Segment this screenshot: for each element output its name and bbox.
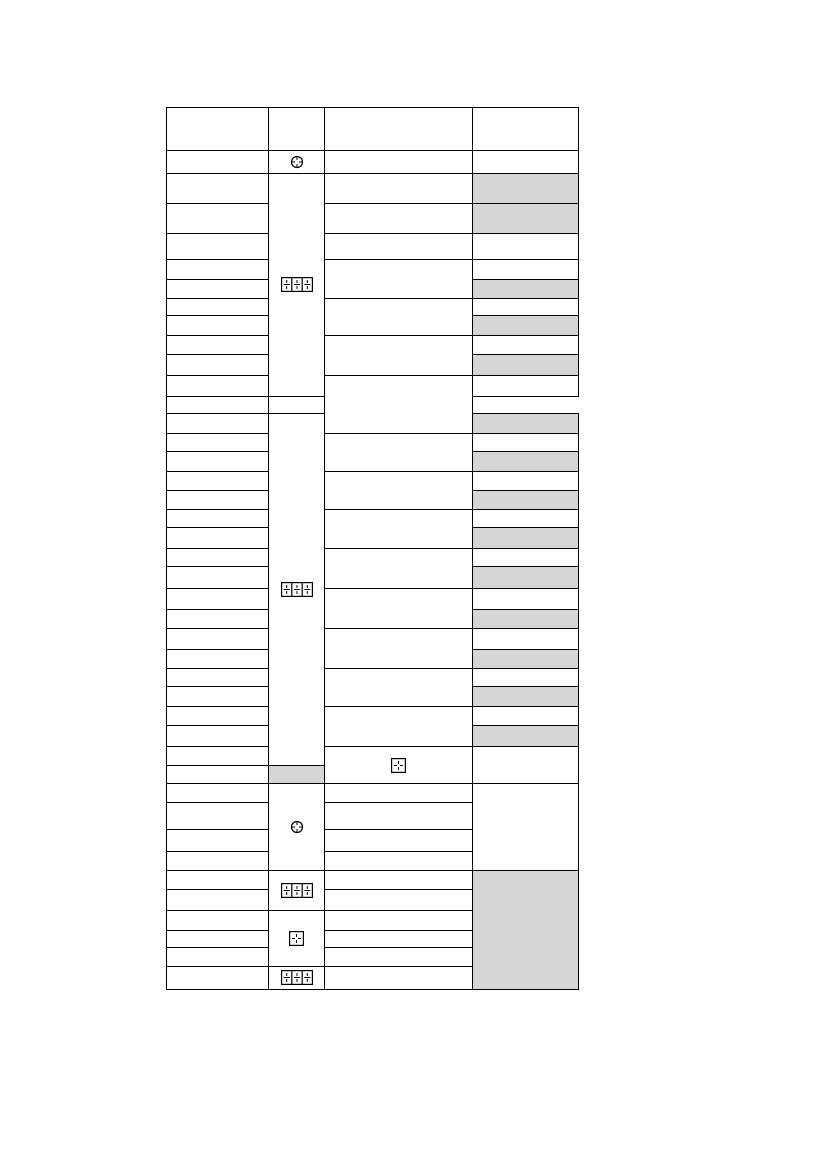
- table-row: [167, 151, 579, 174]
- header-cell: [325, 108, 473, 151]
- table-cell: [473, 566, 579, 588]
- table-cell: [325, 471, 473, 509]
- table-cell: [325, 803, 473, 830]
- table-cell: [325, 433, 473, 471]
- table-cell: [167, 566, 269, 588]
- table-cell: [473, 509, 579, 527]
- table-cell: [325, 375, 473, 433]
- table-cell: [325, 548, 473, 588]
- table-cell: [167, 299, 269, 316]
- circle-crosshair-icon: [290, 820, 304, 834]
- table-cell: [473, 628, 579, 649]
- symbol-cell: [269, 174, 325, 396]
- table-cell: [167, 830, 269, 852]
- table-row: [167, 336, 579, 355]
- table-cell: [167, 784, 269, 803]
- triple-square-crosshair-icon: [281, 582, 313, 597]
- circle-crosshair-icon: [290, 155, 304, 169]
- table-row: [167, 375, 579, 396]
- symbol-cell: [269, 151, 325, 174]
- table-cell: [325, 260, 473, 299]
- symbol-cell: [269, 911, 325, 966]
- header-cell: [473, 108, 579, 151]
- table-cell: [473, 174, 579, 204]
- table-row: [167, 433, 579, 451]
- square-crosshair-icon: [289, 931, 304, 946]
- table-cell: [167, 433, 269, 451]
- table-cell: [167, 947, 269, 966]
- header-cell: [167, 108, 269, 151]
- table-cell: [473, 299, 579, 316]
- header-cell: [269, 108, 325, 151]
- triple-square-crosshair-icon: [281, 970, 313, 985]
- table-row: [167, 548, 579, 566]
- table-cell: [167, 413, 269, 433]
- table-cell: [473, 871, 579, 990]
- table-cell: [473, 687, 579, 707]
- table-cell: [325, 509, 473, 548]
- table-cell: [167, 471, 269, 490]
- table-cell: [167, 871, 269, 890]
- symbol-cell: [269, 871, 325, 911]
- table-cell: [325, 947, 473, 966]
- table-cell: [325, 830, 473, 852]
- table-cell: [325, 871, 473, 890]
- table-cell: [167, 747, 269, 766]
- table-cell: [167, 803, 269, 830]
- table-cell: [167, 355, 269, 375]
- table-cell: [167, 260, 269, 280]
- table-cell: [269, 396, 325, 413]
- table-cell: [167, 766, 269, 784]
- table-cell: [473, 707, 579, 726]
- table-row: [167, 299, 579, 316]
- table-cell: [167, 726, 269, 747]
- square-crosshair-icon: [391, 758, 406, 773]
- table-cell: [473, 527, 579, 548]
- table-cell: [167, 687, 269, 707]
- table-row: [167, 234, 579, 260]
- table-row: [167, 588, 579, 609]
- table-cell: [167, 280, 269, 299]
- table-cell: [473, 784, 579, 871]
- table-header-row: [167, 108, 579, 151]
- table-cell: [473, 433, 579, 451]
- table-cell: [167, 609, 269, 628]
- table-cell: [325, 588, 473, 628]
- symbol-cell: [325, 747, 473, 784]
- table-row: [167, 707, 579, 726]
- table-cell: [167, 890, 269, 911]
- table-cell: [167, 669, 269, 687]
- table-cell: [167, 650, 269, 669]
- table-cell: [167, 204, 269, 234]
- table-cell: [325, 669, 473, 707]
- table-cell: [473, 355, 579, 375]
- table-cell: [325, 299, 473, 336]
- table-cell: [269, 766, 325, 784]
- table-cell: [473, 490, 579, 509]
- table-row: [167, 628, 579, 649]
- table-row: [167, 669, 579, 687]
- symbol-cell: [269, 966, 325, 989]
- table-cell: [473, 747, 579, 784]
- triple-square-crosshair-icon: [281, 883, 313, 898]
- table-row: [167, 174, 579, 204]
- table-cell: [325, 930, 473, 947]
- table-cell: [473, 151, 579, 174]
- table-cell: [167, 548, 269, 566]
- table-cell: [473, 280, 579, 299]
- table-cell: [473, 451, 579, 471]
- table-cell: [167, 451, 269, 471]
- table-cell: [325, 151, 473, 174]
- table-cell: [473, 726, 579, 747]
- symbol-cell: [269, 784, 325, 871]
- table-cell: [473, 375, 579, 396]
- table-cell: [473, 204, 579, 234]
- table-cell: [473, 316, 579, 336]
- table-cell: [167, 527, 269, 548]
- table-cell: [167, 174, 269, 204]
- symbol-cell: [269, 413, 325, 766]
- table-cell: [167, 234, 269, 260]
- table-cell: [167, 336, 269, 355]
- table-row: [167, 509, 579, 527]
- table-cell: [325, 784, 473, 803]
- table-cell: [325, 174, 473, 204]
- table-cell: [167, 396, 269, 413]
- table-cell: [167, 966, 269, 989]
- table-cell: [325, 628, 473, 668]
- table-row: [167, 871, 579, 890]
- table-cell: [325, 911, 473, 930]
- table-row: [167, 471, 579, 490]
- table-cell: [473, 669, 579, 687]
- table-cell: [167, 509, 269, 527]
- table-cell: [167, 930, 269, 947]
- table-cell: [473, 650, 579, 669]
- table-cell: [473, 260, 579, 280]
- table-cell: [473, 336, 579, 355]
- table-row: [167, 784, 579, 803]
- table-cell: [167, 911, 269, 930]
- table-cell: [473, 548, 579, 566]
- table-cell: [473, 588, 579, 609]
- table-cell: [167, 375, 269, 396]
- table-cell: [167, 852, 269, 871]
- table-cell: [473, 413, 579, 433]
- table-cell: [473, 471, 579, 490]
- table-row: [167, 747, 579, 766]
- table-cell: [167, 490, 269, 509]
- table-cell: [167, 628, 269, 649]
- table-cell: [325, 966, 473, 989]
- table-cell: [167, 707, 269, 726]
- table-cell: [325, 890, 473, 911]
- table-cell: [325, 204, 473, 234]
- table-cell: [325, 852, 473, 871]
- triple-square-crosshair-icon: [281, 277, 313, 292]
- table-cell: [325, 336, 473, 375]
- table-cell: [473, 234, 579, 260]
- table-cell: [167, 316, 269, 336]
- table-cell: [473, 609, 579, 628]
- table-row: [167, 260, 579, 280]
- table-cell: [167, 151, 269, 174]
- table-cell: [167, 588, 269, 609]
- table-cell: [325, 234, 473, 260]
- table-row: [167, 204, 579, 234]
- document-table: [166, 107, 579, 990]
- table-cell: [325, 707, 473, 747]
